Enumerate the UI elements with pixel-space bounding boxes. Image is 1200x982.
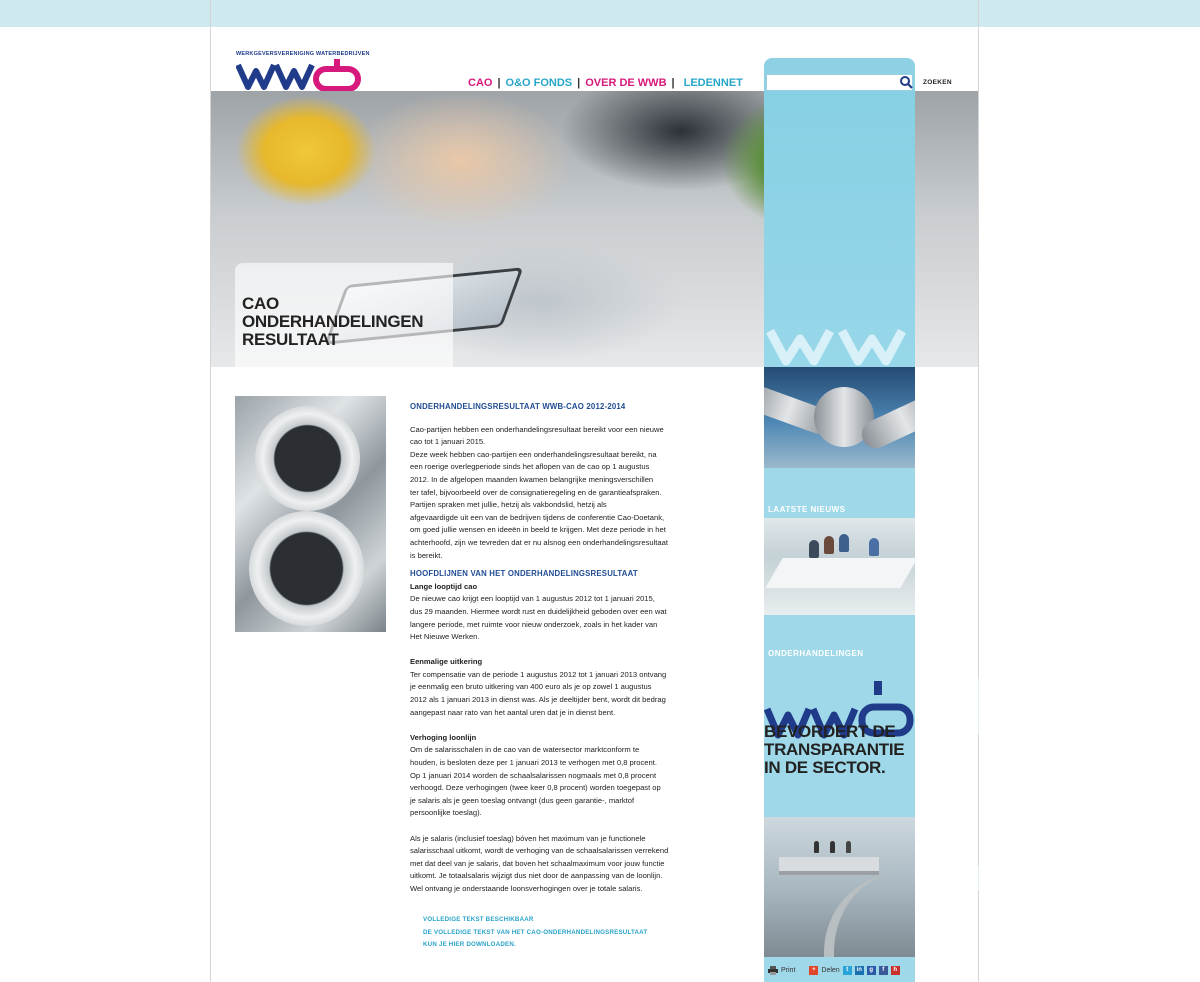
download-line[interactable]: KUN JE HIER DOWNLOADEN. [423, 941, 516, 948]
linkedin-icon[interactable]: in [856, 967, 862, 973]
plus-icon[interactable]: + [809, 966, 818, 975]
article-line: Het Nieuwe Werken. [410, 632, 480, 642]
article-line: je salaris als je geen toeslag ontvangt (dus geen garantie-, marktof [410, 795, 635, 805]
article-line: Wel ontvang je onderstaande loonsverhogingen over je totale salaris. [410, 883, 643, 893]
article-line: afgevaardigde uit een van de bedrijven tijdens de conferentie Cao-Doetank, [410, 512, 665, 522]
sidebar-slogan-line: IN DE SECTOR. [764, 758, 886, 777]
article-line: dus 29 maanden. Hiermee wordt rust en duidelijkheid geboden over een wat [410, 606, 667, 616]
article-line: om goed jullie wensen en ideeën in beeld te krijgen. Met deze periode in het [410, 525, 666, 535]
article-line: Partijen spraken met jullie, hetzij als vakbondslid, hetzij als [410, 500, 607, 510]
article-line: Om de salarisschalen in de cao van de watersector marktconform te [410, 745, 640, 755]
printer-icon[interactable] [768, 966, 778, 975]
article-line: De nieuwe cao krijgt een looptijd van 1 augustus 2012 tot 1 januari 2015, [410, 594, 655, 604]
article-line: Ter compensatie van de periode 1 augustus 2012 tot 1 januari 2013 ontvang [410, 669, 667, 679]
article-line: persoonlijke toeslag). [410, 808, 482, 818]
nav-separator: | [497, 77, 501, 89]
sidebar-negotiations-label[interactable]: ONDERHANDELINGEN [768, 649, 864, 658]
article-intro [410, 424, 695, 563]
article-line: Als je salaris (inclusief toeslag) bóven het maximum van je functionele [410, 833, 646, 843]
print-button[interactable]: Print [781, 967, 796, 974]
hero-title [242, 295, 423, 349]
page-container [211, 27, 978, 982]
nav-item-cao[interactable]: CAO [468, 77, 493, 89]
search-icon[interactable] [899, 75, 913, 89]
share-bar [768, 966, 900, 975]
facebook-icon[interactable]: f [879, 966, 888, 975]
nav-separator: | [577, 77, 581, 89]
section-heading: Lange looptijd cao [410, 581, 478, 591]
hyves-icon[interactable]: h [891, 966, 900, 975]
sidebar-meeting-image[interactable] [764, 518, 915, 615]
nav-separator: | [671, 77, 675, 89]
article-line: houden, is besloten deze per 1 januari 2013 te verhogen met 0,8 procent. [410, 758, 657, 768]
hero-title-line: ONDERHANDELINGEN [242, 312, 424, 331]
download-line[interactable]: VOLLEDIGE TEKST BESCHIKBAAR [423, 916, 534, 923]
share-button[interactable]: Delen [821, 967, 840, 974]
sidebar-slogan [764, 723, 915, 777]
hero-title-line: RESULTAAT [242, 330, 339, 349]
hero-title-line: CAO [242, 294, 279, 313]
nav-item-ledennet[interactable]: LEDENNET [683, 77, 743, 89]
article-line: een roerige overlegperiode sinds het aflopen van de cao op 1 augustus [410, 462, 650, 472]
section-heading: Verhoging loonlijn [410, 732, 477, 742]
search-button[interactable]: ZOEKEN [923, 79, 952, 86]
sidebar-pipes-image[interactable] [764, 367, 915, 468]
download-line[interactable]: DE VOLLEDIGE TEKST VAN HET CAO-ONDERHANDELINGSRESULTAAT [423, 928, 648, 936]
article-line: aangepast naar rato van het aantal uren dat je in dienst bent. [410, 707, 616, 717]
article-title: ONDERHANDELINGSRESULTAAT WWB-CAO 2012-2014 [410, 402, 626, 411]
top-band [0, 0, 1200, 27]
article-highlights-title: HOOFDLIJNEN VAN HET ONDERHANDELINGSRESULTAAT [410, 569, 638, 579]
article-line: je eenmalig een bruto uitkering van 400 euro als je op zowel 1 augustus [410, 682, 652, 692]
article [410, 401, 695, 896]
logo-wordmark-icon [236, 59, 361, 91]
article-line: uitkomt. Je totaalsalaris wijzigt dus niet door de aanpassing van de loonlijn. [410, 871, 663, 881]
nav-item-over-de-wwb[interactable]: OVER DE WWB [585, 77, 667, 89]
search-input[interactable] [766, 74, 913, 91]
article-line: ter tafel, bijvoorbeeld over de consignatieregeling en de garantieafspraken. [410, 487, 662, 497]
sidebar-bridge-image[interactable] [764, 817, 915, 957]
article-line: 2012. In de afgelopen maanden kwamen belangrijke meningsverschillen [410, 474, 654, 484]
sidebar-wave-watermark [764, 323, 915, 367]
article-line: 2012 als 1 januari 2013 in dienst was. Als je deeltijder bent, wordt dit bedrag [410, 695, 666, 705]
article-line: met dat deel van je salaris, dat boven het schaalmaximum voor jouw functie [410, 858, 665, 868]
wwb-logo[interactable] [236, 51, 370, 91]
article-line: Cao-partijen hebben een onderhandelingsresultaat bereikt voor een nieuwe [410, 424, 664, 434]
article-line: Deze week hebben cao-partijen een onderhandelingsresultaat bereikt, na [410, 449, 657, 459]
main-nav [468, 77, 743, 89]
article-line: salarisschaal uitkomt, wordt de verhoging van de schaalsalarissen verrekend [410, 846, 669, 856]
twitter-icon[interactable]: t [843, 966, 852, 975]
article-line: is bereikt. [410, 550, 443, 560]
article-line: Op 1 januari 2014 worden de schaalsalarissen nogmaals met 0,8 procent [410, 770, 657, 780]
sidebar-news-label[interactable]: LAATSTE NIEUWS [768, 505, 846, 514]
sidebar-slogan-line: BEVORDERT DE [764, 722, 896, 741]
sidebar-slogan-line: TRANSPARANTIE [764, 740, 905, 759]
article-pipes-photo [235, 396, 386, 632]
download-link[interactable] [423, 914, 647, 952]
article-line: achterhoofd, zijn we tevreden dat er nu alsnog een onderhandelingsresultaat [410, 537, 668, 547]
logo-tagline: WERKGEVERSVERENIGING WATERBEDRIJVEN [236, 51, 370, 57]
sidebar [764, 91, 915, 982]
article-line: langere periode, met ruimte voor nieuw onderzoek, zoals in het kader van [410, 619, 658, 629]
section-heading: Eenmalige uitkering [410, 657, 483, 667]
article-line: verhoogd. Deze verhogingen (twee keer 0,8 procent) worden toegepast op [410, 783, 661, 793]
article-line: cao tot 1 januari 2015. [410, 437, 486, 447]
nav-item-oo-fonds[interactable]: O&O FONDS [505, 77, 573, 89]
google-plus-icon[interactable]: g [867, 966, 876, 975]
